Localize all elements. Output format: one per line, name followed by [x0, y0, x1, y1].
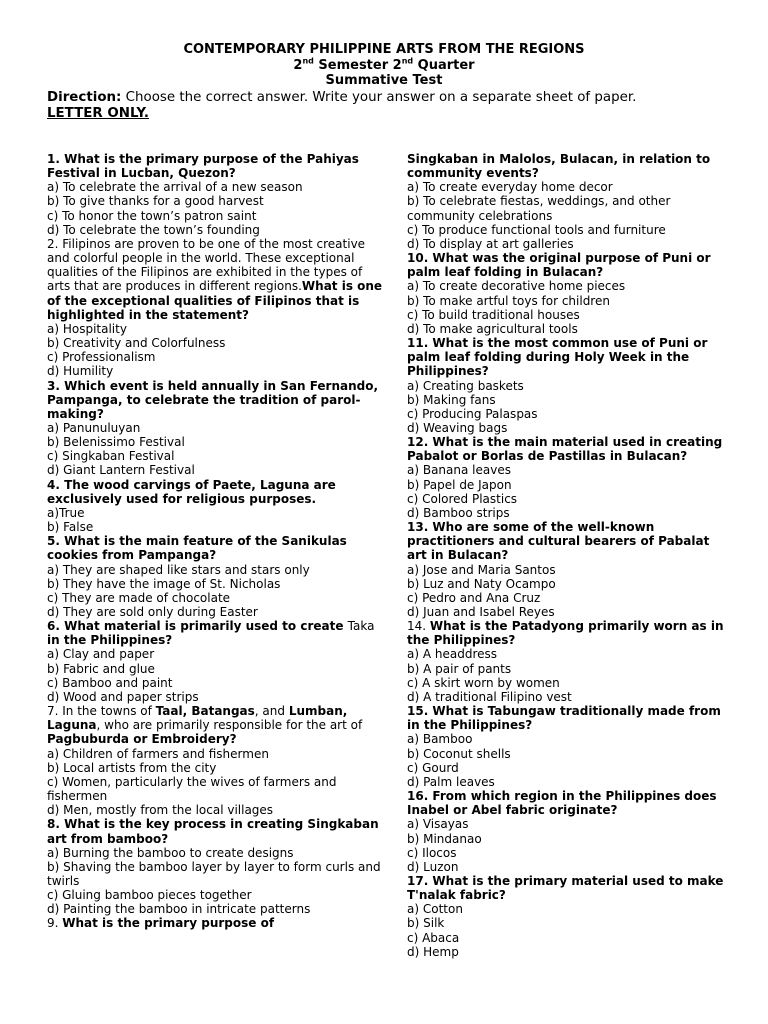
choice: c) Pedro and Ana Cruz: [407, 590, 541, 605]
quarter-ordinal: nd: [401, 56, 414, 66]
choice: c) Ilocos: [407, 845, 457, 860]
stem-art: Pagbuburda or Embroidery?: [47, 732, 237, 747]
choice: a) Bamboo: [407, 732, 473, 747]
question-stem: 4. The wood carvings of Paete, Laguna are exclusively used for religious purposes.: [47, 477, 336, 506]
question-5: [47, 534, 387, 619]
semester-number: 2: [293, 57, 303, 73]
choice: a) They are shaped like stars and stars only: [47, 562, 310, 577]
choice: d) Luzon: [407, 859, 459, 874]
choice: c) A skirt worn by women: [407, 675, 560, 690]
choice: c) Singkaban Festival: [47, 449, 175, 464]
test-header: [0, 42, 768, 89]
choice: c) Gourd: [407, 760, 459, 775]
choice: a) To celebrate the arrival of a new season: [47, 180, 303, 195]
choice: d) They are sold only during Easter: [47, 605, 258, 619]
choice: c) Abaca: [407, 930, 460, 945]
stem-part: 7. In the towns of: [47, 704, 156, 719]
direction-text: Choose the correct answer. Write your answer on a separate sheet of paper.: [121, 90, 637, 105]
question-17: [407, 874, 727, 959]
choice: a) To create decorative home pieces: [407, 279, 626, 294]
direction-label: Direction:: [47, 90, 122, 105]
choice: b) Creativity and Colorfulness: [47, 336, 226, 351]
choice: b) Local artists from the city: [47, 760, 217, 775]
choice: b) To give thanks for a good harvest: [47, 194, 264, 209]
choice: a) Clay and paper: [47, 647, 155, 662]
question-stem: 1. What is the primary purpose of the Pahiyas Festival in Lucban, Quezon?: [47, 152, 359, 181]
question-16: [407, 789, 727, 874]
question-1: [47, 152, 387, 237]
choice: c) Professionalism: [47, 350, 156, 365]
choice: b) Belenissimo Festival: [47, 435, 185, 450]
choice: c) To honor the town’s patron saint: [47, 208, 257, 223]
question-number: 9.: [47, 916, 63, 931]
choice: c) Colored Plastics: [407, 491, 518, 506]
choice: b) Luz and Naty Ocampo: [407, 576, 556, 591]
stem-place: Taal, Batangas: [155, 704, 255, 719]
choice: a)True: [47, 505, 85, 520]
question-9-continued: [407, 152, 727, 251]
choice: b) Papel de Japon: [407, 477, 512, 492]
choice: b) To make artful toys for children: [407, 293, 610, 308]
choice: d) Juan and Isabel Reyes: [407, 605, 555, 619]
choice: c) Gluing bamboo pieces together: [47, 888, 252, 903]
question-stem: [47, 704, 387, 746]
choice: d) Palm leaves: [407, 774, 495, 789]
question-7: [47, 704, 387, 817]
choice: d) Bamboo strips: [407, 505, 510, 520]
question-8: [47, 817, 387, 916]
question-9: [47, 916, 387, 930]
choice: a) Burning the bamboo to create designs: [47, 845, 294, 860]
choice: d) A traditional Filipino vest: [407, 689, 572, 704]
question-3: [47, 379, 387, 478]
question-stem: 3. Which event is held annually in San Fernando, Pampanga, to celebrate the tradition of parol-making?: [47, 378, 379, 421]
choice: a) Hospitality: [47, 321, 127, 336]
choice: b) To celebrate fiestas, weddings, and other community celebrations: [407, 194, 671, 223]
choice: d) Wood and paper strips: [47, 689, 199, 704]
question-13: [407, 520, 727, 619]
choice: d) Humility: [47, 364, 114, 379]
question-stem: 11. What is the most common use of Puni or palm leaf folding during Holy Week in the Philippines?: [407, 336, 708, 379]
semester-ordinal: nd: [302, 56, 314, 66]
choice: a) Banana leaves: [407, 463, 511, 478]
choice: b) Mindanao: [407, 831, 482, 846]
question-stem: [47, 619, 387, 647]
question-stem: [47, 916, 387, 930]
choice: c) To produce functional tools and furniture: [407, 222, 666, 237]
question-stem: 15. What is Tabungaw traditionally made from in the Philippines?: [407, 704, 721, 733]
question-stem: 8. What is the key process in creating Singkaban art from bamboo?: [47, 817, 379, 846]
semester-line: [0, 58, 768, 74]
right-column: [407, 152, 727, 959]
question-6: [47, 619, 387, 704]
stem-part: What is the Patadyong primarily worn as in the Philippines?: [407, 619, 724, 648]
question-10: [407, 251, 727, 336]
choice: c) Producing Palaspas: [407, 406, 538, 421]
stem-part: 6. What material is primarily used to create: [47, 619, 348, 634]
semester-label: Semester 2: [313, 57, 402, 73]
question-stem: Singkaban in Malolos, Bulacan, in relation to community events?: [407, 152, 711, 181]
question-4: [47, 478, 387, 535]
question-intro: 2. Filipinos are proven to be one of the most creative and colorful people in the world. These exceptional qualities of the Filipinos are exhibited in the types of arts that are produces in different regions.: [47, 236, 366, 294]
question-11: [407, 336, 727, 435]
stem-part: , and: [254, 704, 289, 719]
choice: a) To create everyday home decor: [407, 180, 613, 195]
question-stem: 10. What was the original purpose of Puni or palm leaf folding in Bulacan?: [407, 251, 711, 280]
choice: d) Men, mostly from the local villages: [47, 803, 274, 818]
choice: d) Giant Lantern Festival: [47, 463, 195, 478]
choice: d) Weaving bags: [407, 420, 508, 435]
document-title: CONTEMPORARY PHILIPPINE ARTS FROM THE REGIONS: [183, 42, 585, 57]
question-2: [47, 237, 387, 379]
stem-place: Lumban, Laguna: [47, 704, 348, 733]
choice: d) Hemp: [407, 944, 459, 959]
choice: a) A headdress: [407, 647, 498, 662]
stem-part: , who are primarily responsible for the art of: [96, 718, 363, 733]
choice: b) They have the image of St. Nicholas: [47, 576, 281, 591]
choice: d) To celebrate the town’s founding: [47, 222, 260, 237]
question-stem: What is one of the exceptional qualities of Filipinos that is highlighted in the statement?: [47, 279, 383, 322]
choice: b) False: [47, 520, 94, 535]
choice: c) Women, particularly the wives of farmers and fishermen: [47, 774, 337, 804]
choice: a) Cotton: [407, 902, 463, 917]
choice: a) Jose and Maria Santos: [407, 562, 556, 577]
directions: [47, 90, 737, 122]
question-stem: 5. What is the main feature of the Sanikulas cookies from Pampanga?: [47, 534, 347, 563]
quarter-label: Quarter: [413, 57, 475, 73]
choice: b) Coconut shells: [407, 746, 511, 761]
question-stem: 16. From which region in the Philippines does Inabel or Abel fabric originate?: [407, 789, 717, 818]
stem-term: Taka: [347, 619, 375, 634]
stem-part: in the Philippines?: [47, 633, 173, 648]
choice: b) Silk: [407, 916, 445, 931]
question-number: 14.: [407, 619, 430, 634]
choice: c) Bamboo and paint: [47, 675, 173, 690]
choice: d) To display at art galleries: [407, 236, 574, 251]
choice: c) They are made of chocolate: [47, 590, 231, 605]
question-stem: [407, 619, 727, 647]
question-stem: 13. Who are some of the well-known practitioners and cultural bearers of Pabalat art in Bulacan?: [407, 520, 710, 563]
choice: b) Making fans: [407, 392, 496, 407]
choice: c) To build traditional houses: [407, 307, 580, 322]
choice: a) Children of farmers and fishermen: [47, 746, 269, 761]
choice: b) Shaving the bamboo layer by layer to form curls and twirls: [47, 859, 381, 888]
question-15: [407, 704, 727, 789]
question-stem: 12. What is the main material used in creating Pabalot or Borlas de Pastillas in Bulacan?: [407, 435, 723, 464]
question-text: [47, 237, 387, 322]
choice: a) Creating baskets: [407, 378, 524, 393]
test-type: Summative Test: [325, 73, 443, 88]
stem-part: What is the primary purpose of: [62, 916, 275, 931]
choice: d) To make agricultural tools: [407, 321, 578, 336]
question-14: [407, 619, 727, 704]
question-stem: 17. What is the primary material used to make T'nalak fabric?: [407, 873, 724, 903]
choice: b) A pair of pants: [407, 661, 512, 676]
choice: a) Visayas: [407, 817, 469, 832]
choice: d) Painting the bamboo in intricate patterns: [47, 902, 311, 917]
choice: b) Fabric and glue: [47, 661, 155, 676]
choice: a) Panunuluyan: [47, 420, 141, 435]
letter-only-note: LETTER ONLY.: [47, 106, 149, 121]
left-column: [47, 152, 387, 931]
question-12: [407, 435, 727, 520]
